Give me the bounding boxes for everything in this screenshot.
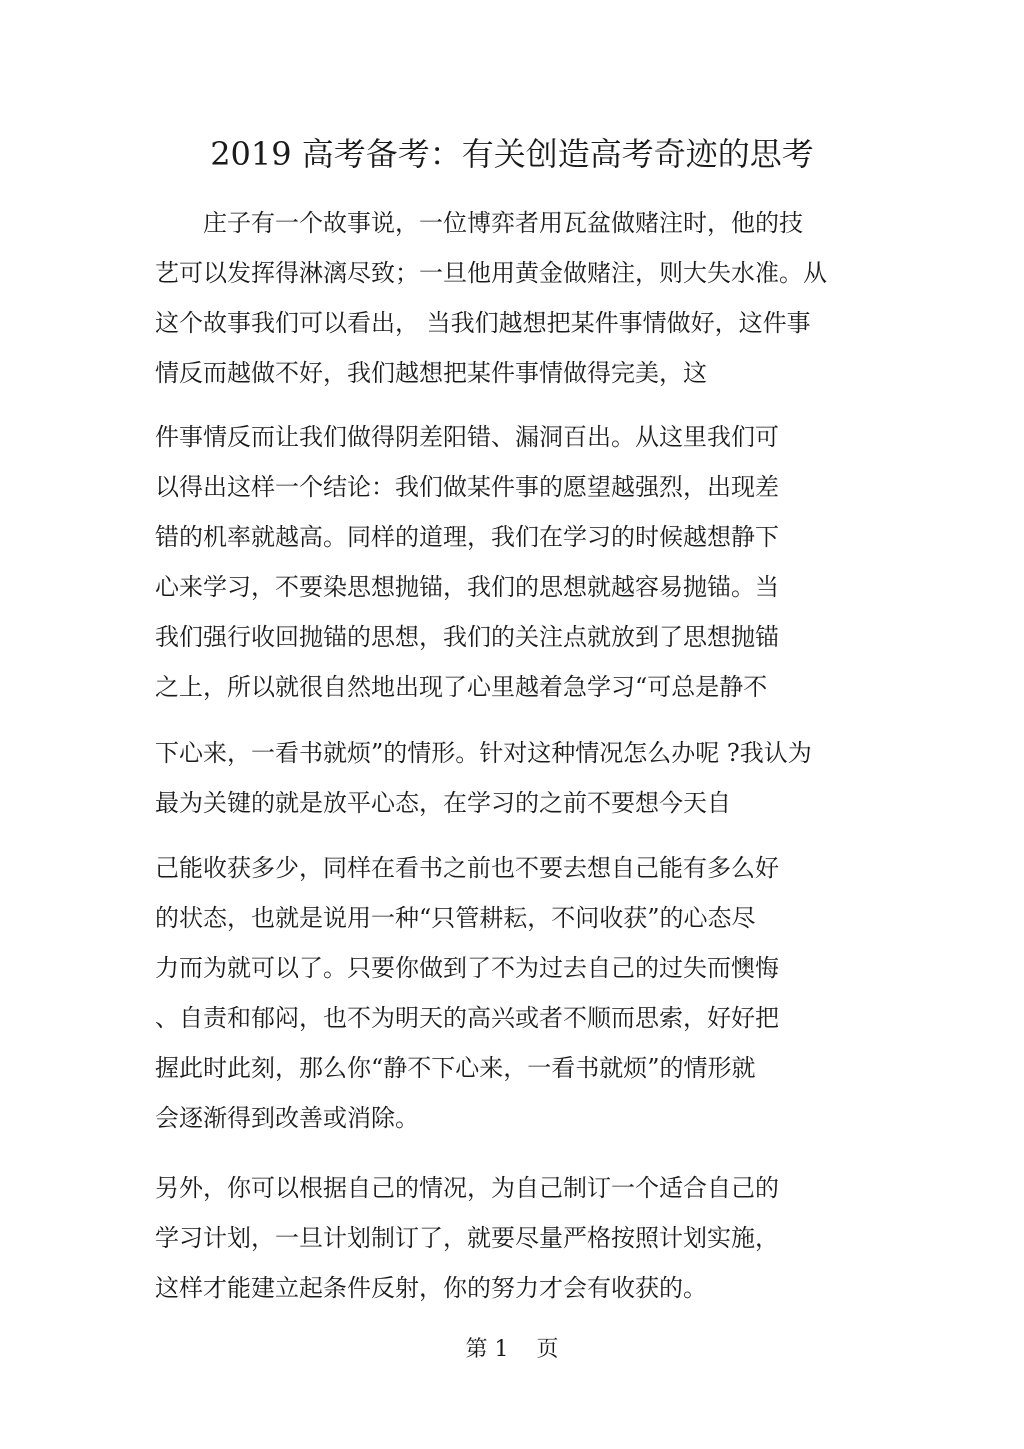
document-title: 2019 高考备考：有关创造高考奇迹的思考 — [210, 135, 814, 173]
text-line: 艺可以发挥得淋漓尽致；一旦他用黄金做赌注，则大失水准。从 — [155, 259, 827, 287]
text-line: 会逐渐得到改善或消除。 — [155, 1104, 419, 1132]
text-line: 最为关键的就是放平心态，在学习的之前不要想今天自 — [155, 789, 731, 817]
text-line: 、自责和郁闷，也不为明天的高兴或者不顺而思索，好好把 — [155, 1004, 779, 1032]
page-number: 第 1 页 — [465, 1337, 559, 1362]
text-line: 力而为就可以了。只要你做到了不为过去自己的过失而懊悔 — [155, 954, 779, 982]
text-line: 以得出这样一个结论：我们做某件事的愿望越强烈，出现差 — [155, 473, 779, 501]
text-line: 下心来，一看书就烦”的情形。针对这种情况怎么办呢 ?我认为 — [155, 739, 812, 767]
paragraph-block-1 — [155, 198, 875, 398]
text-line: 心来学习，不要染思想抛锚，我们的思想就越容易抛锚。当 — [155, 573, 779, 601]
text-line: 庄子有一个故事说，一位博弈者用瓦盆做赌注时，他的技 — [155, 209, 803, 237]
text-line: 这个故事我们可以看出， 当我们越想把某件事情做好，这件事 — [155, 309, 811, 337]
text-line: 我们强行收回抛锚的思想，我们的关注点就放到了思想抛锚 — [155, 623, 779, 651]
text-line: 这样才能建立起条件反射，你的努力才会有收获的。 — [155, 1274, 707, 1302]
paragraph-block-2 — [155, 412, 875, 712]
paragraph-block-4 — [155, 843, 875, 1143]
text-line: 错的机率就越高。同样的道理，我们在学习的时候越想静下 — [155, 523, 779, 551]
text-line: 另外，你可以根据自己的情况，为自己制订一个适合自己的 — [155, 1174, 779, 1202]
text-line: 学习计划，一旦计划制订了，就要尽量严格按照计划实施， — [155, 1224, 779, 1252]
text-line: 握此时此刻，那么你“静不下心来，一看书就烦”的情形就 — [155, 1054, 756, 1082]
text-line: 的状态，也就是说用一种“只管耕耘，不问收获”的心态尽 — [155, 904, 756, 932]
text-line: 情反而越做不好，我们越想把某件事情做得完美，这 — [155, 359, 707, 387]
text-line: 件事情反而让我们做得阴差阳错、漏洞百出。从这里我们可 — [155, 423, 779, 451]
paragraph-block-5 — [155, 1163, 875, 1313]
text-line: 之上，所以就很自然地出现了心里越着急学习“可总是静不 — [155, 673, 768, 701]
paragraph-block-3 — [155, 728, 875, 828]
text-line: 己能收获多少，同样在看书之前也不要去想自己能有多么好 — [155, 854, 779, 882]
